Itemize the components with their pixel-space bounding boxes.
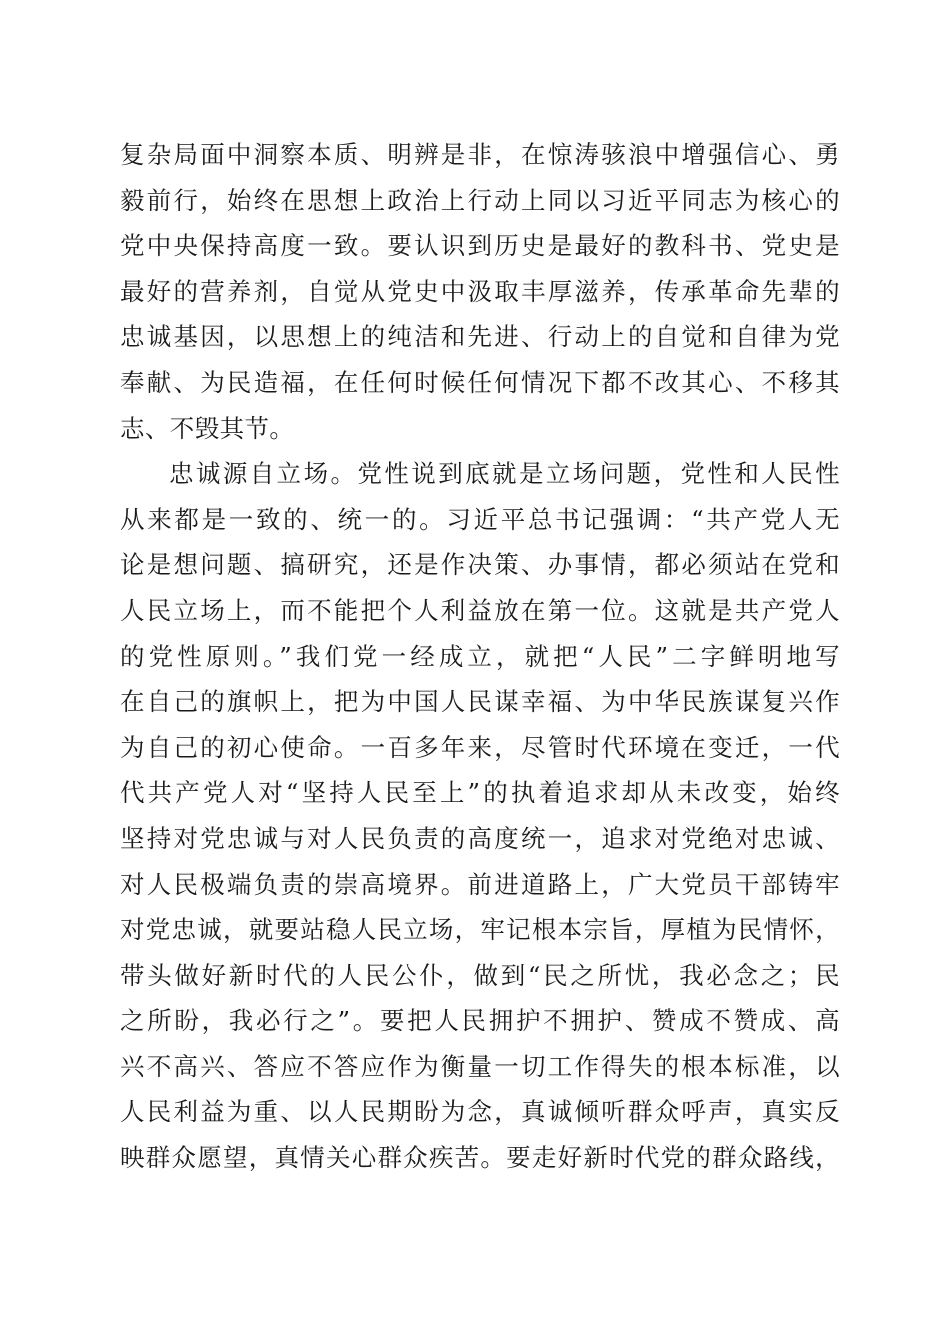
text-line: 人民利益为重、以人民期盼为念，真诚倾听群众呼声，真实反 xyxy=(120,1097,840,1127)
text-line: 映群众愿望，真情关心群众疾苦。要走好新时代党的群众路线， xyxy=(120,1143,840,1173)
text-line: 志、不毁其节。 xyxy=(120,413,295,443)
text-line: 兴不高兴、答应不答应作为衡量一切工作得失的根本标准，以 xyxy=(120,1051,840,1081)
text-line: 对人民极端负责的崇高境界。前进道路上，广大党员干部铸牢 xyxy=(120,869,840,899)
text-line: 代共产党人对“坚持人民至上”的执着追求却从未改变，始终 xyxy=(120,778,840,808)
text-line: 忠诚基因，以思想上的纯洁和先进、行动上的自觉和自律为党 xyxy=(120,322,840,352)
text-line: 的党性原则。”我们党一经成立，就把“人民”二字鲜明地写 xyxy=(120,641,840,671)
body-text xyxy=(120,132,840,1181)
text-line: 毅前行，始终在思想上政治上行动上同以习近平同志为核心的 xyxy=(120,185,840,215)
text-line: 坚持对党忠诚与对人民负责的高度统一，追求对党绝对忠诚、 xyxy=(120,823,840,853)
text-line: 为自己的初心使命。一百多年来，尽管时代环境在变迁，一代 xyxy=(120,732,840,762)
text-line: 带头做好新时代的人民公仆，做到“民之所忧，我必念之；民 xyxy=(120,960,840,990)
text-line: 党中央保持高度一致。要认识到历史是最好的教科书、党史是 xyxy=(120,231,840,261)
text-line: 之所盼，我必行之”。要把人民拥护不拥护、赞成不赞成、高 xyxy=(120,1006,840,1036)
text-line: 对党忠诚，就要站稳人民立场，牢记根本宗旨，厚植为民情怀， xyxy=(120,915,840,945)
text-line: 在自己的旗帜上，把为中国人民谋幸福、为中华民族谋复兴作 xyxy=(120,687,840,717)
text-line: 论是想问题、搞研究，还是作决策、办事情，都必须站在党和 xyxy=(120,550,840,580)
text-line: 复杂局面中洞察本质、明辨是非，在惊涛骇浪中增强信心、勇 xyxy=(120,140,840,169)
text-line: 人民立场上，而不能把个人利益放在第一位。这就是共产党人 xyxy=(120,595,840,625)
text-line: 从来都是一致的、统一的。习近平总书记强调：“共产党人无 xyxy=(120,504,840,534)
text-line: 奉献、为民造福，在任何时候任何情况下都不改其心、不移其 xyxy=(120,367,840,397)
text-line: 最好的营养剂，自觉从党史中汲取丰厚滋养，传承革命先辈的 xyxy=(120,276,840,306)
paragraph-start-line: 忠诚源自立场。党性说到底就是立场问题，党性和人民性 xyxy=(169,459,840,489)
